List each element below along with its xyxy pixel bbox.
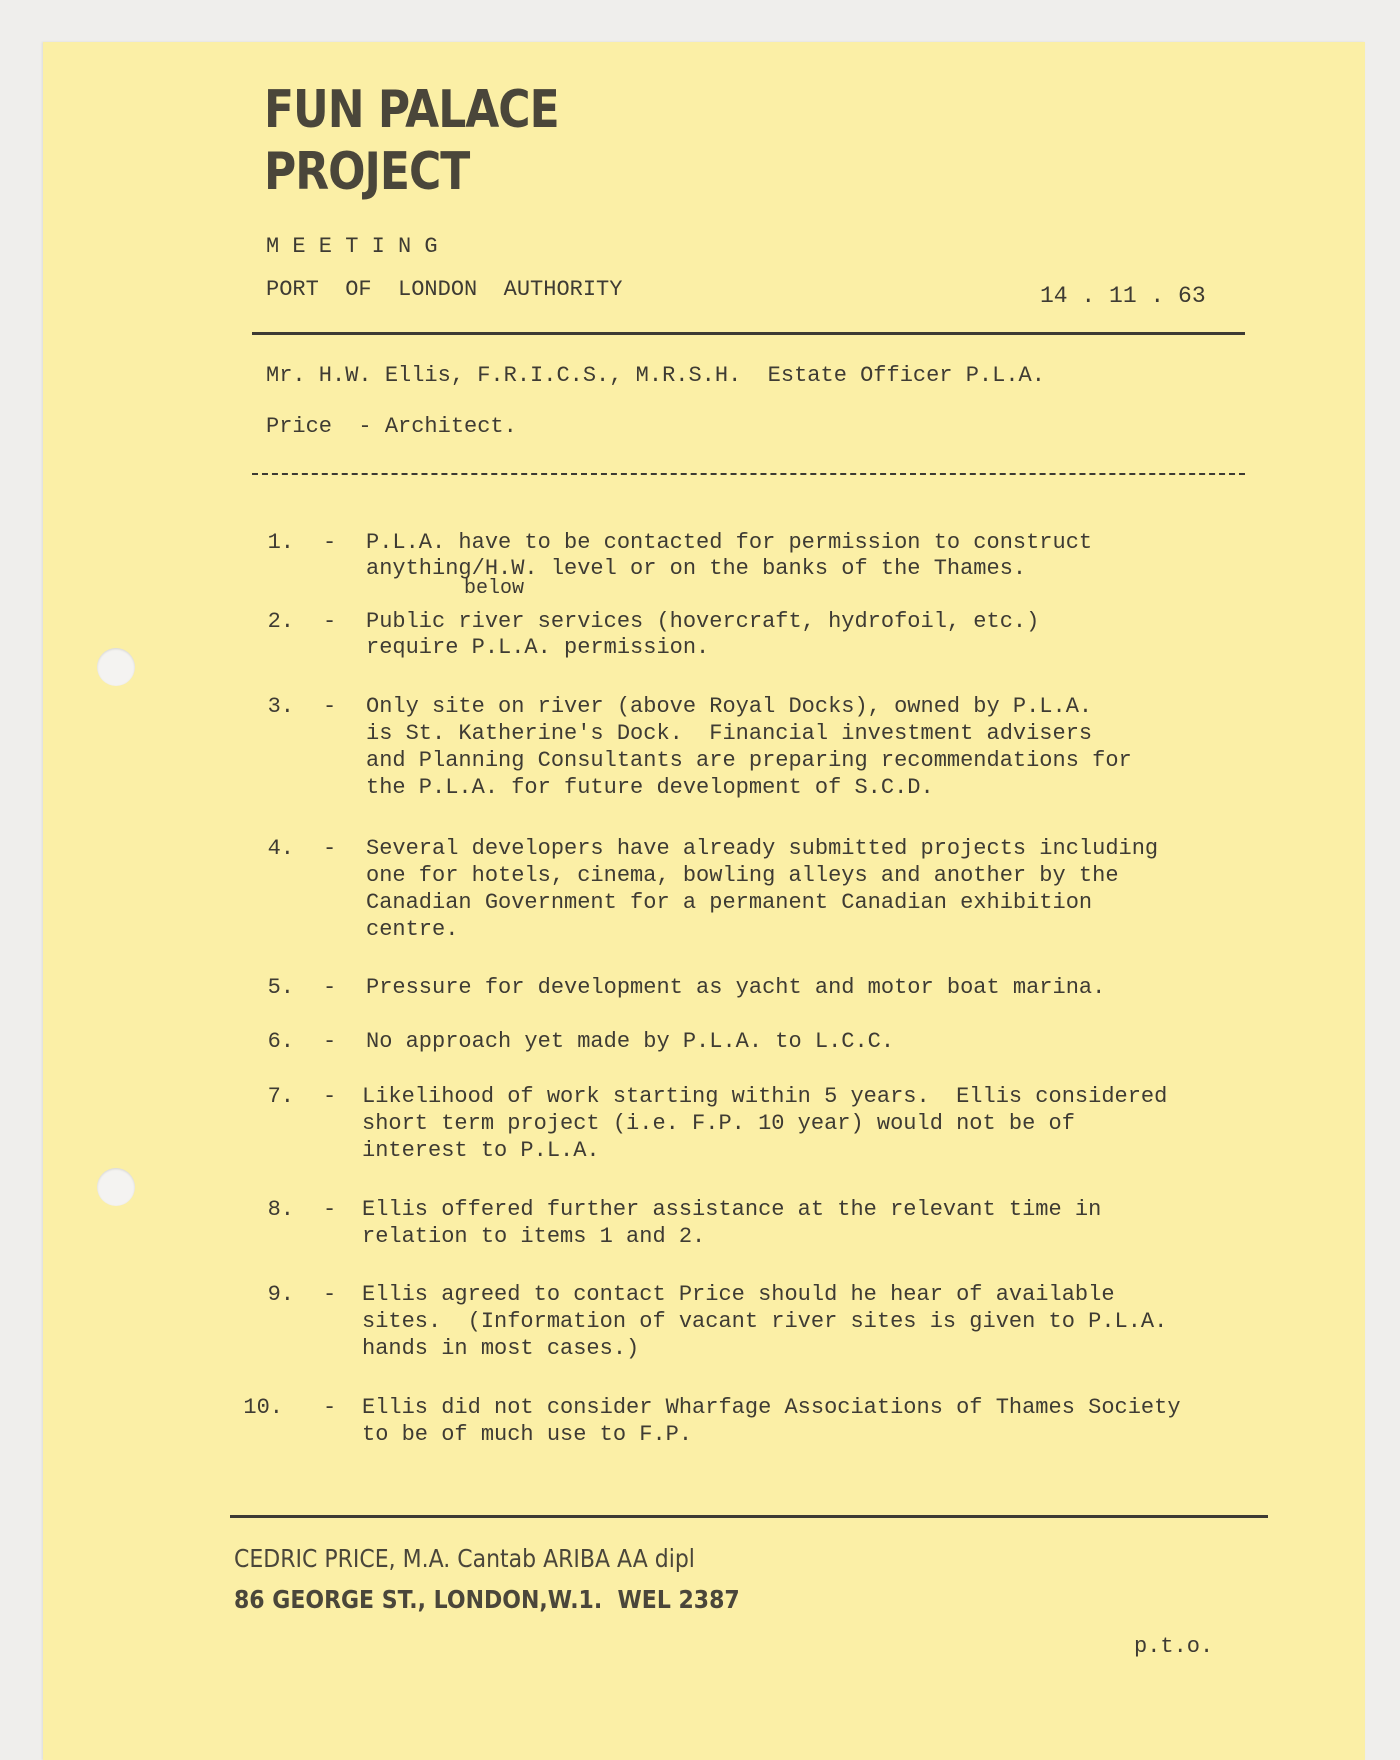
project-stamp-line1: FUN PALACE: [264, 80, 559, 141]
item-line: the P.L.A. for future development of S.C.D.: [366, 775, 934, 800]
item-number: 4.: [267, 836, 294, 861]
meeting-label: M E E T I N G: [266, 234, 438, 259]
footer-rule: [230, 1515, 1268, 1518]
item-line: short term project (i.e. F.P. 10 year) would not be of: [362, 1111, 1075, 1136]
item-dash: -: [323, 1084, 337, 1109]
organisation-name: PORT OF LONDON AUTHORITY: [266, 277, 623, 302]
attendee-price: Price - Architect.: [266, 414, 517, 439]
item-line: Only site on river (above Royal Docks), owned by P.L.A.: [366, 694, 1093, 719]
item-line: to be of much use to F.P.: [362, 1422, 693, 1447]
punch-hole-top: [97, 648, 135, 686]
item-number: 3.: [267, 694, 294, 719]
item-line: centre.: [366, 917, 459, 942]
item-number: 7.: [267, 1084, 294, 1109]
item-line: interest to P.L.A.: [362, 1138, 600, 1163]
project-stamp-line2: PROJECT: [264, 142, 470, 203]
punch-hole-bottom: [97, 1168, 135, 1206]
item-line: anything/H.W. level or on the banks of the Thames.: [366, 556, 1027, 581]
item-number: 5.: [267, 975, 294, 1000]
meeting-date: 14 . 11 . 63: [1040, 283, 1206, 309]
item-dash: -: [323, 609, 337, 634]
letterhead-address: 86 GEORGE ST., LONDON,W.1. WEL 2387: [234, 1586, 740, 1615]
item-line: Ellis agreed to contact Price should he hear of available: [362, 1282, 1115, 1307]
item-line: Pressure for development as yacht and motor boat marina.: [366, 975, 1106, 1000]
item-line: Ellis did not consider Wharfage Associations of Thames Society: [362, 1395, 1181, 1420]
item-insertion: below: [464, 577, 525, 600]
item-line: Likelihood of work starting within 5 years. Ellis considered: [362, 1084, 1168, 1109]
item-dash: -: [323, 1197, 337, 1222]
item-number: 6.: [267, 1029, 294, 1054]
item-line: Public river services (hovercraft, hydrofoil, etc.): [366, 609, 1040, 634]
item-dash: -: [323, 694, 337, 719]
letterhead-name: CEDRIC PRICE, M.A. Cantab ARIBA AA dipl: [234, 1545, 695, 1574]
item-number: 8.: [267, 1197, 294, 1222]
item-line: Several developers have already submitted projects including: [366, 836, 1159, 861]
item-line: Canadian Government for a permanent Canadian exhibition: [366, 890, 1093, 915]
item-dash: -: [323, 836, 337, 861]
item-dash: -: [323, 1282, 337, 1307]
item-number: 9.: [267, 1282, 294, 1307]
item-line: hands in most cases.): [362, 1336, 640, 1361]
item-line: relation to items 1 and 2.: [362, 1224, 706, 1249]
item-line: is St. Katherine's Dock. Financial investment advisers: [366, 721, 1093, 746]
item-dash: -: [323, 1395, 337, 1420]
item-line: Ellis offered further assistance at the relevant time in: [362, 1197, 1102, 1222]
item-number: 2.: [267, 609, 294, 634]
header-rule: [252, 332, 1245, 335]
item-number: 10.: [243, 1395, 283, 1420]
item-number: 1.: [267, 530, 294, 555]
item-line: require P.L.A. permission.: [366, 635, 710, 660]
attendee-dashed-rule: [252, 473, 1245, 475]
item-dash: -: [323, 1029, 337, 1054]
item-line: and Planning Consultants are preparing recommendations for: [366, 748, 1132, 773]
item-dash: -: [323, 530, 337, 555]
item-line: one for hotels, cinema, bowling alleys and another by the: [366, 863, 1119, 888]
item-dash: -: [323, 975, 337, 1000]
item-line: sites. (Information of vacant river sites is given to P.L.A.: [362, 1309, 1168, 1334]
item-line: P.L.A. have to be contacted for permission to construct: [366, 530, 1093, 555]
page-turn-note: p.t.o.: [1134, 1634, 1214, 1659]
item-line: No approach yet made by P.L.A. to L.C.C.: [366, 1029, 895, 1054]
attendee-ellis: Mr. H.W. Ellis, F.R.I.C.S., M.R.S.H. Estate Officer P.L.A.: [266, 363, 1045, 388]
